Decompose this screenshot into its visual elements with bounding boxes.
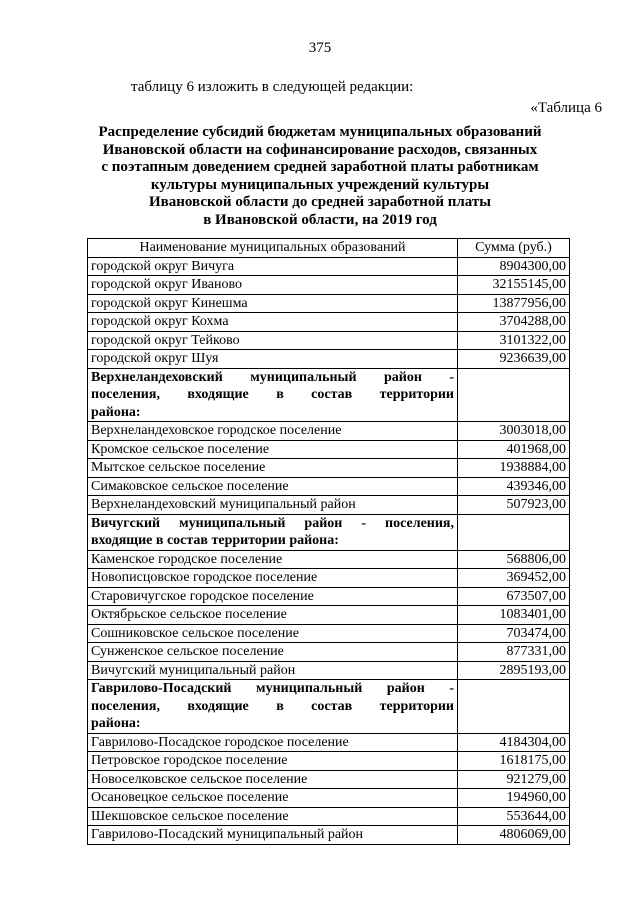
table-header-row: [88, 239, 570, 258]
name-cell: городской округ Кохма: [88, 313, 458, 332]
title-line: Распределение субсидий бюджетам муниципальных образований: [98, 124, 542, 140]
title-line: Ивановской области на софинансирование расходов, связанных: [102, 141, 538, 158]
table-row: [88, 422, 570, 441]
sum-cell: 3003018,00: [458, 422, 570, 441]
name-cell: Петровское городское поселение: [88, 752, 458, 771]
group-name-cell: [88, 514, 458, 550]
sum-cell: 877331,00: [458, 643, 570, 662]
group-name-text-end: района:: [91, 404, 141, 420]
sum-cell: 439346,00: [458, 477, 570, 496]
name-cell: Новописцовское городское поселение: [88, 569, 458, 588]
intro-text: таблицу 6 изложить в следующей редакции:: [131, 79, 414, 95]
name-cell: Сошниковское сельское поселение: [88, 624, 458, 643]
table-row: [88, 331, 570, 350]
table-row: [88, 826, 570, 845]
group-name-text-end: входящие в состав территории района:: [91, 533, 339, 548]
subsidy-table: [87, 238, 570, 845]
header-name: Наименование муниципальных образований: [88, 239, 458, 258]
sum-cell: 8904300,00: [458, 257, 570, 276]
table-row: [88, 752, 570, 771]
name-cell: городской округ Иваново: [88, 276, 458, 295]
sum-cell: 3101322,00: [458, 331, 570, 350]
sum-cell: 4806069,00: [458, 826, 570, 845]
sum-cell: 13877956,00: [458, 294, 570, 313]
group-name-text: Вичугский муниципальный район - поселения,: [91, 515, 454, 531]
group-name-text-end: района:: [91, 716, 141, 731]
title-line: с поэтапным доведением средней заработной платы работникам: [101, 159, 539, 176]
header-sum: Сумма (руб.): [458, 239, 570, 258]
sum-cell: 568806,00: [458, 550, 570, 569]
sum-cell: 553644,00: [458, 807, 570, 826]
name-cell: Октябрьское сельское поселение: [88, 606, 458, 625]
sum-cell: 703474,00: [458, 624, 570, 643]
name-cell: Симаковское сельское поселение: [88, 477, 458, 496]
group-name-cell: [88, 368, 458, 422]
sum-cell: 921279,00: [458, 770, 570, 789]
sum-cell: 1083401,00: [458, 606, 570, 625]
sum-cell: 401968,00: [458, 440, 570, 459]
document-title: [90, 124, 550, 230]
name-cell: Мытское сельское поселение: [88, 459, 458, 478]
page-number: 375: [308, 40, 332, 56]
name-cell: Верхнеландеховский муниципальный район: [88, 496, 458, 515]
sum-cell: 1938884,00: [458, 459, 570, 478]
sum-cell: 32155145,00: [458, 276, 570, 295]
table-row: [88, 733, 570, 752]
name-cell: Кромское сельское поселение: [88, 440, 458, 459]
sum-cell: 2895193,00: [458, 661, 570, 680]
table-row: [88, 440, 570, 459]
name-cell: Каменское городское поселение: [88, 550, 458, 569]
sum-cell: 194960,00: [458, 789, 570, 808]
name-cell: Осановецкое сельское поселение: [88, 789, 458, 808]
name-cell: Новоселковское сельское поселение: [88, 770, 458, 789]
group-name-cell: [88, 680, 458, 734]
table-row: [88, 350, 570, 369]
name-cell: Гаврилово-Посадское городское поселение: [88, 733, 458, 752]
table-row: [88, 459, 570, 478]
sum-cell: 1618175,00: [458, 752, 570, 771]
sum-cell: [458, 680, 570, 734]
name-cell: городской округ Шуя: [88, 350, 458, 369]
title-line: в Ивановской области, на 2019 год: [203, 211, 437, 228]
table-row: [88, 257, 570, 276]
table-row: [88, 550, 570, 569]
sum-cell: 673507,00: [458, 587, 570, 606]
table-row: [88, 624, 570, 643]
table-row: [88, 587, 570, 606]
sum-cell: [458, 514, 570, 550]
name-cell: Сунженское сельское поселение: [88, 643, 458, 662]
table-row: [88, 294, 570, 313]
table-row: [88, 477, 570, 496]
table-row: [88, 313, 570, 332]
group-name-text: Гаврилово-Посадский муниципальный район - поселения, входящие в состав территории: [91, 681, 454, 714]
name-cell: Старовичугское городское поселение: [88, 587, 458, 606]
table-group-row: [88, 680, 570, 734]
sum-cell: 4184304,00: [458, 733, 570, 752]
name-cell: городской округ Вичуга: [88, 257, 458, 276]
table-row: [88, 661, 570, 680]
table-row: [88, 807, 570, 826]
table-body: [88, 257, 570, 844]
sum-cell: 3704288,00: [458, 313, 570, 332]
table-group-row: [88, 514, 570, 550]
name-cell: Шекшовское сельское поселение: [88, 807, 458, 826]
name-cell: городской округ Кинешма: [88, 294, 458, 313]
table-reference: «Таблица 6: [530, 100, 602, 116]
sum-cell: 507923,00: [458, 496, 570, 515]
table-row: [88, 276, 570, 295]
name-cell: Гаврилово-Посадский муниципальный район: [88, 826, 458, 845]
sum-cell: [458, 368, 570, 422]
name-cell: городской округ Тейково: [88, 331, 458, 350]
table-group-row: [88, 368, 570, 422]
sum-cell: 9236639,00: [458, 350, 570, 369]
name-cell: Вичугский муниципальный район: [88, 661, 458, 680]
table-row: [88, 770, 570, 789]
group-name-text: Верхнеландеховский муниципальный район - поселения, входящие в состав территории: [91, 369, 454, 402]
table-row: [88, 643, 570, 662]
table-row: [88, 606, 570, 625]
name-cell: Верхнеландеховское городское поселение: [88, 422, 458, 441]
table-row: [88, 569, 570, 588]
table-row: [88, 789, 570, 808]
title-line: культуры муниципальных учреждений культуры: [150, 176, 490, 193]
table-row: [88, 496, 570, 515]
sum-cell: 369452,00: [458, 569, 570, 588]
title-line: Ивановской области до средней заработной платы: [149, 194, 491, 211]
